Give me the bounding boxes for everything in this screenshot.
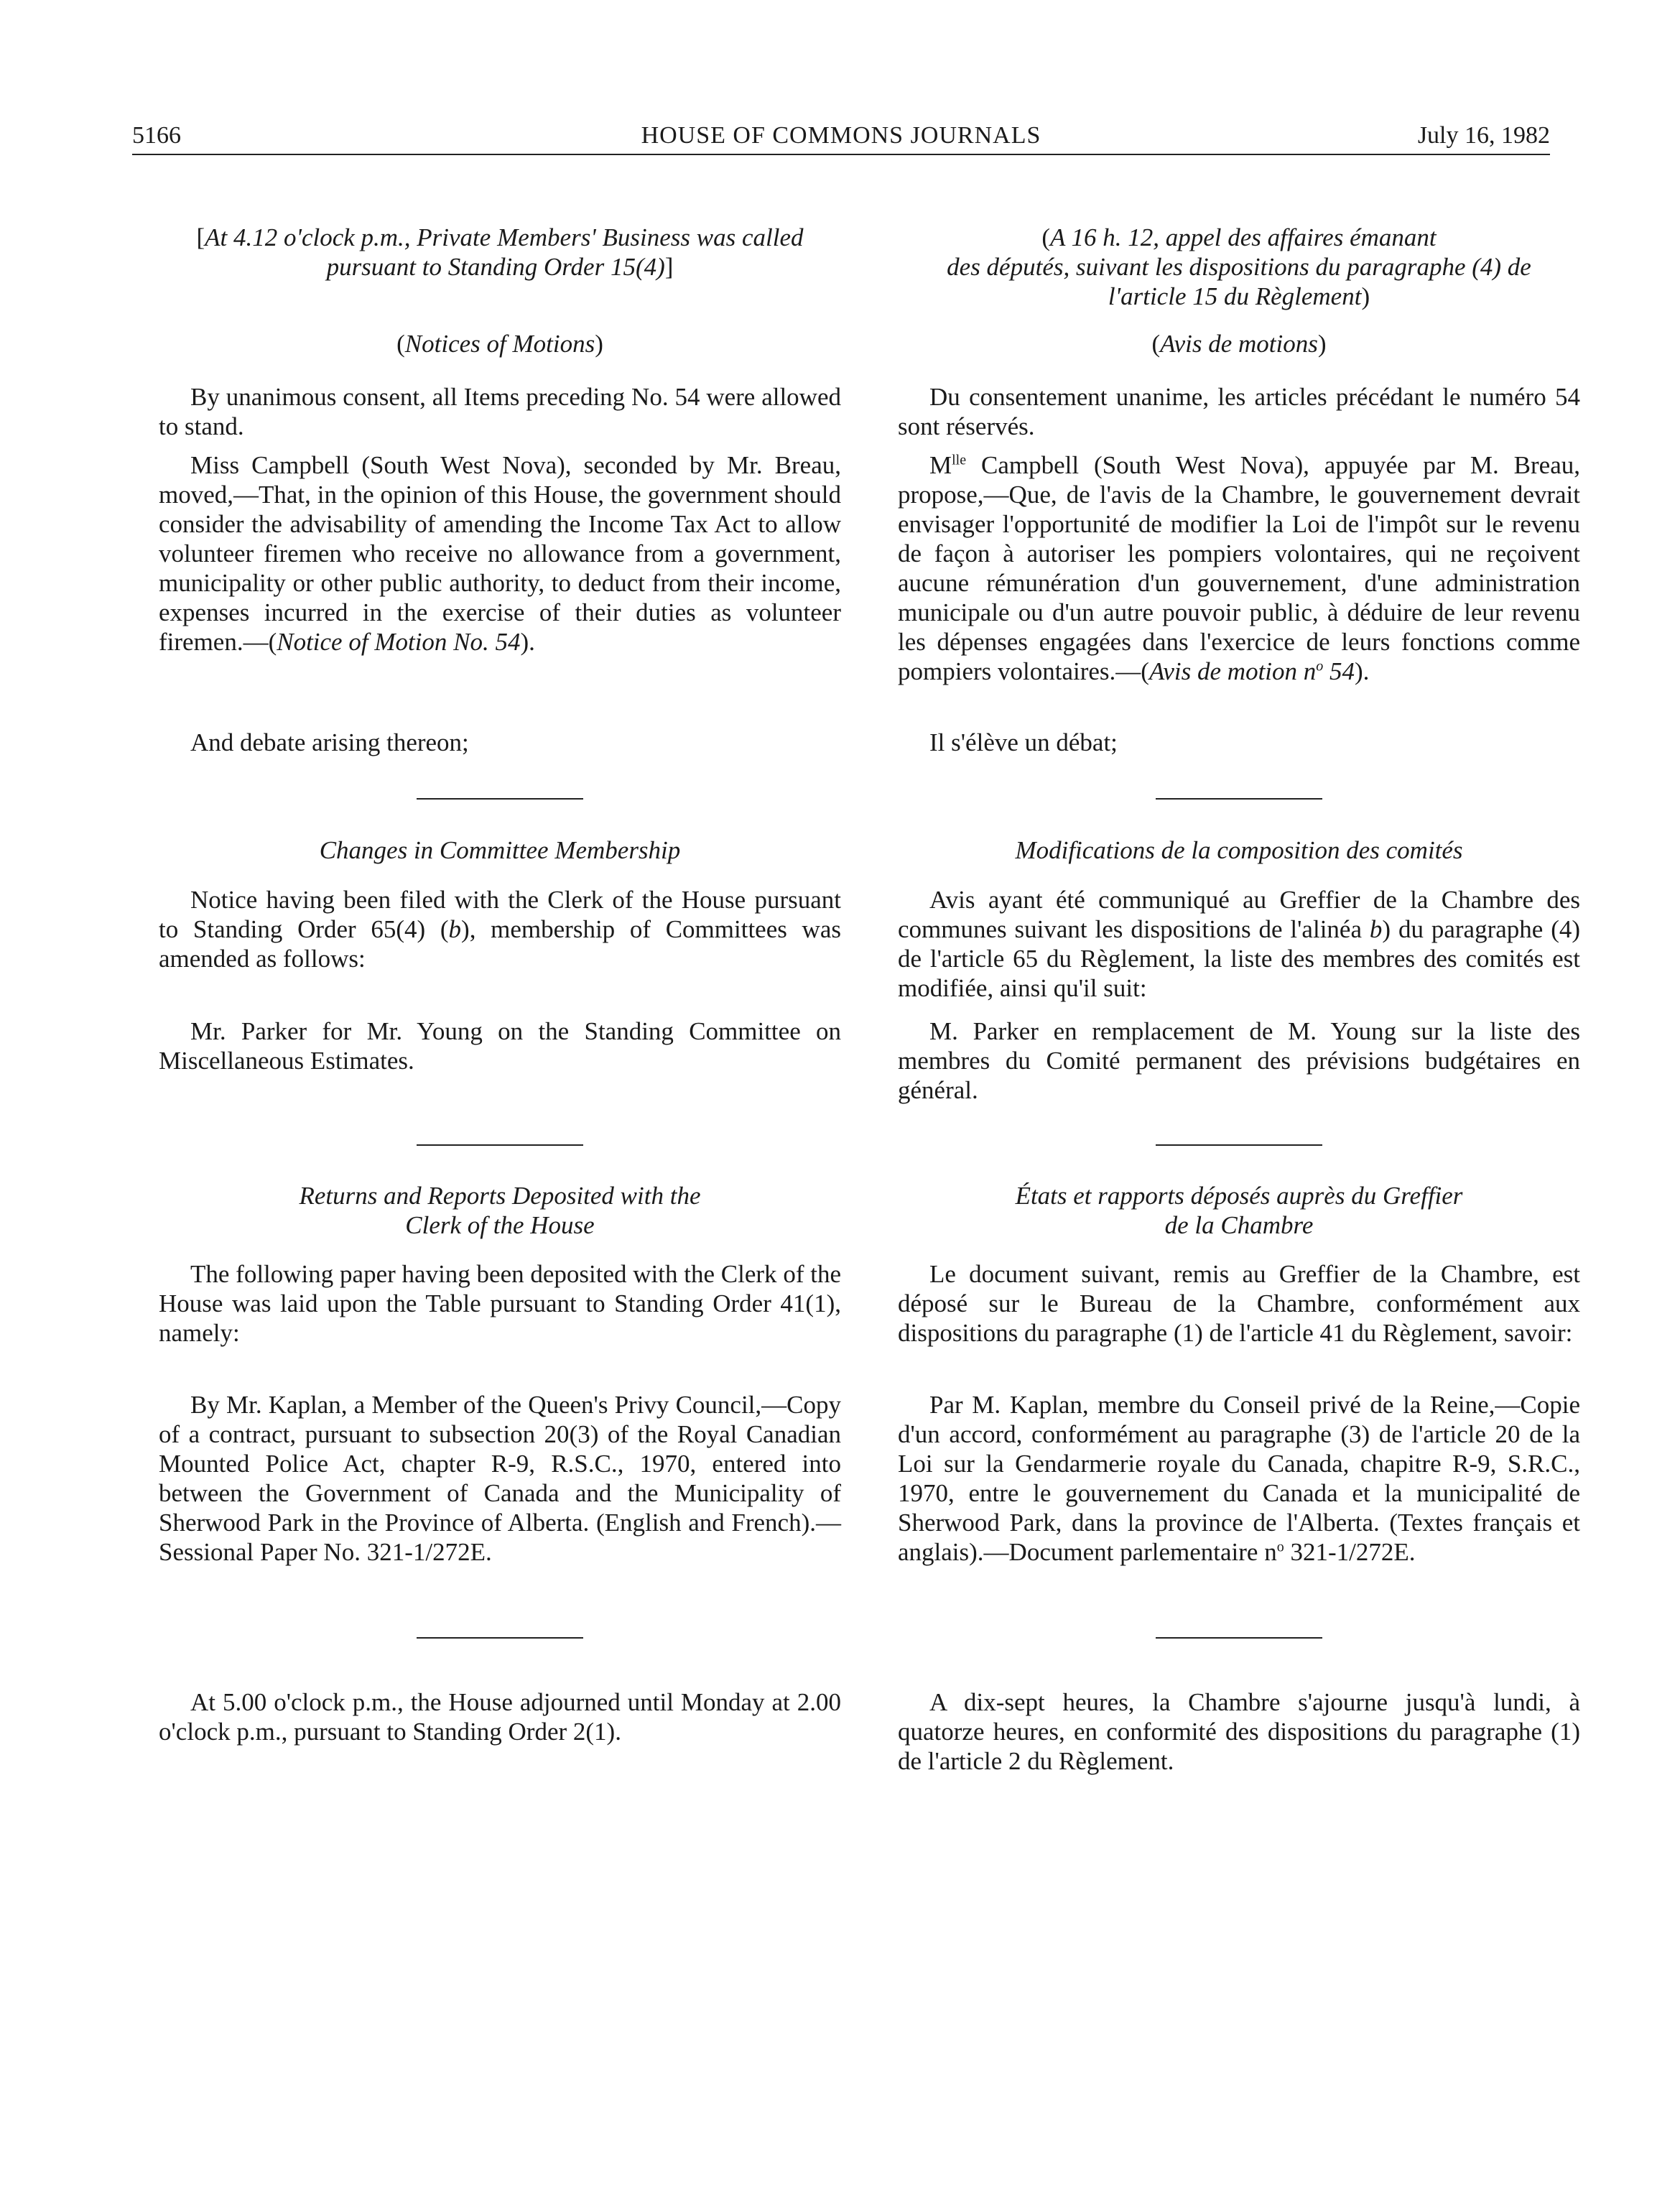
- journal-title: HOUSE OF COMMONS JOURNALS: [641, 122, 1041, 149]
- en-returns-item: By Mr. Kaplan, a Member of the Queen's Privy Council,—Copy of a contract, pursuant to subsection 20(3) of the Royal Canadian Mounted Police Act, chapter R-9, R.S.C., 1970, entered into between the Government of Canada and the Municipality of Sherwood Park in the Province of Alberta. (English and French).—Sessional Paper No. 321-1/272E.: [159, 1391, 841, 1566]
- fr-separator-1: [1156, 798, 1322, 800]
- en-returns-intro: The following paper having been deposited with the Clerk of the House was laid upon the Table pursuant to Standing Order 41(1), namely:: [159, 1260, 841, 1347]
- fr-committee-heading: Modifications de la composition des comités: [1015, 836, 1463, 864]
- fr-motion: $M^{lle}$ Campbell (South West Nova), appuyée par M. Breau, propose,—Que, de l'avis de la Chambre, le gouvernement devrait envisager l'opportunité de modifier la Loi de l'impôt sur le revenu de façon à autoriser les pompiers volontaires, qui ne reçoivent aucune rémunération d'un gouvernement, d'une administration municipale ou d'un autre pouvoir public, à déduire de leur revenu les dépenses engagées dans l'exercice de leurs fonctions comme pompiers volontaires.—(Avis de motion $n^o$ 54).: [898, 451, 1580, 685]
- fr-separator-2: [1156, 1144, 1322, 1146]
- english-column: [159, 0, 841, 2191]
- fr-returns-intro: Le document suivant, remis au Greffier de la Chambre, est déposé sur le Bureau de la Chambre, conformément aux dispositions du paragraphe (1) de l'article 41 du Règlement, savoir:: [898, 1260, 1580, 1347]
- en-items-stand: By unanimous consent, all Items preceding No. 54 were allowed to stand.: [159, 383, 841, 440]
- fr-separator-3: [1156, 1637, 1322, 1639]
- fr-committee-notice: Avis ayant été communiqué au Greffier de la Chambre des communes suivant les dispositions de l'alinéa b) du paragraphe (4) de l'article 65 du Règlement, la liste des membres des comités est modifiée, ainsi qu'il suit:: [898, 886, 1580, 1002]
- fr-pmb-heading: (A 16 h. 12, appel des affaires émanant des députés, suivant les dispositions du paragraphe (4) de l'article 15 du Règlement): [947, 223, 1531, 310]
- en-committee-change: Mr. Parker for Mr. Young on the Standing Committee on Miscellaneous Estimates.: [159, 1017, 841, 1075]
- en-separator-3: [417, 1637, 583, 1639]
- fr-items-stand: Du consentement unanime, les articles précédant le numéro 54 sont réservés.: [898, 383, 1580, 440]
- fr-returns-heading: États et rapports déposés auprès du Greffier de la Chambre: [1015, 1182, 1463, 1239]
- en-separator-2: [417, 1144, 583, 1146]
- fr-returns-item: Par M. Kaplan, membre du Conseil privé de la Reine,—Copie d'un accord, conformément au paragraphe (3) de l'article 20 de la Loi sur la Gendarmerie royale du Canada, chapitre R-9, S.R.C., 1970, entre le gouvernement du Canada et la municipalité de Sherwood Park, dans la province de l'Alberta. (Textes français et anglais).—Document parlementaire $n^o$ 321-1/272E.: [898, 1391, 1580, 1566]
- en-pmb-heading: [At 4.12 o'clock p.m., Private Members' Business was called pursuant to Standing Order 15(4)]: [196, 223, 804, 281]
- en-separator-1: [417, 798, 583, 800]
- fr-debate: Il s'élève un débat;: [929, 728, 1118, 756]
- en-committee-heading: Changes in Committee Membership: [319, 836, 681, 864]
- en-motion: Miss Campbell (South West Nova), seconded by Mr. Breau, moved,—That, in the opinion of this House, the government should consider the advisability of amending the Income Tax Act to allow volunteer firemen who receive no allowance from a government, municipality or other public authority, to deduct from their income, expenses incurred in the exercise of their duties as volunteer firemen.—(Notice of Motion No. 54).: [159, 451, 841, 656]
- fr-adjourn: A dix-sept heures, la Chambre s'ajourne jusqu'à lundi, à quatorze heures, en conformité des dispositions du paragraphe (1) de l'article 2 du Règlement.: [898, 1688, 1580, 1775]
- en-notices-heading: (Notices of Motions): [396, 330, 603, 358]
- en-returns-heading: Returns and Reports Deposited with the Clerk of the House: [299, 1182, 701, 1239]
- en-committee-notice: Notice having been filed with the Clerk of the House pursuant to Standing Order 65(4) (b), membership of Committees was amended as follows:: [159, 886, 841, 973]
- french-column: [898, 0, 1580, 2191]
- page-number: 5166: [132, 122, 181, 149]
- en-adjourn: At 5.00 o'clock p.m., the House adjourned until Monday at 2.00 o'clock p.m., pursuant to Standing Order 2(1).: [159, 1688, 841, 1746]
- fr-committee-change: M. Parker en remplacement de M. Young sur la liste des membres du Comité permanent des prévisions budgétaires en général.: [898, 1017, 1580, 1104]
- journal-date: July 16, 1982: [1417, 122, 1550, 149]
- fr-notices-heading: (Avis de motions): [1151, 330, 1327, 358]
- en-debate: And debate arising thereon;: [190, 728, 469, 756]
